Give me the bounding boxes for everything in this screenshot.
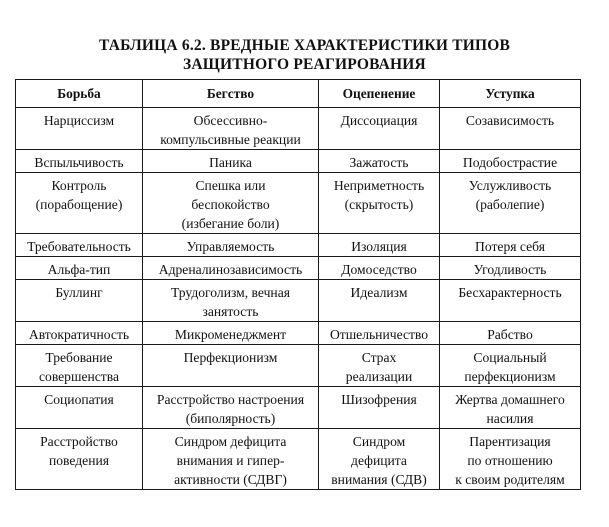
cell-line: внимания (СДВ) xyxy=(331,472,427,487)
cell-line: Спешка или xyxy=(195,178,266,193)
table-row xyxy=(16,234,581,257)
cell-line: Требование xyxy=(45,350,113,365)
header-fight: Борьба xyxy=(16,80,143,108)
table-row xyxy=(16,173,581,234)
cell-line: Созависимость xyxy=(465,113,555,128)
cell-line: Страх xyxy=(361,350,397,365)
table-cell-freeze xyxy=(319,150,440,173)
cell-line: по отношению xyxy=(467,453,553,468)
table-cell-flight xyxy=(143,173,319,234)
table-cell-fight xyxy=(16,429,143,490)
table-cell-fight xyxy=(16,257,143,280)
cell-line: Перфекционизм xyxy=(183,350,278,365)
cell-line: Жертва домашнего xyxy=(455,392,565,407)
cell-line: компульсивные реакции xyxy=(160,132,301,147)
table-cell-flight xyxy=(143,322,319,345)
table-cell-fight xyxy=(16,387,143,429)
cell-line: Шизофрения xyxy=(341,392,417,407)
table-row xyxy=(16,322,581,345)
table-cell-fight xyxy=(16,322,143,345)
cell-line: Отшельничество xyxy=(329,327,429,342)
cell-line: Расстройство xyxy=(40,434,118,449)
table-cell-flight xyxy=(143,234,319,257)
cell-line: Синдром дефицита xyxy=(174,434,287,449)
table-cell-fawn xyxy=(440,429,581,490)
cell-line: внимания и гипер- xyxy=(176,453,285,468)
cell-line: Нарциссизм xyxy=(43,113,115,128)
table-cell-flight xyxy=(143,345,319,387)
table-body xyxy=(16,108,581,490)
header-freeze: Оцепенение xyxy=(319,80,440,108)
table-cell-flight xyxy=(143,108,319,150)
cell-line: Социальный xyxy=(473,350,547,365)
table-title-line-2: ЗАЩИТНОГО РЕАГИРОВАНИЯ xyxy=(183,56,426,73)
cell-line: Услужливость xyxy=(468,178,552,193)
cell-line: насилия xyxy=(486,411,534,426)
table-row xyxy=(16,280,581,322)
cell-line: Социопатия xyxy=(44,392,114,407)
cell-line: (избегание боли) xyxy=(181,216,280,231)
cell-line: Вспыльчивость xyxy=(34,155,124,170)
cell-line: Требовательность xyxy=(27,239,131,254)
table-cell-flight xyxy=(143,387,319,429)
cell-line: занятость xyxy=(202,304,259,319)
cell-line: Бесхарактерность xyxy=(458,285,562,300)
table-cell-freeze xyxy=(319,280,440,322)
table-cell-fawn xyxy=(440,173,581,234)
table-cell-fawn xyxy=(440,150,581,173)
table-row xyxy=(16,345,581,387)
cell-line: совершенства xyxy=(38,369,120,384)
cell-line: (скрытость) xyxy=(344,197,414,212)
table-cell-fawn xyxy=(440,345,581,387)
table-cell-flight xyxy=(143,429,319,490)
table-title-line-1: ТАБЛИЦА 6.2. ВРЕДНЫЕ ХАРАКТЕРИСТИКИ ТИПОВ xyxy=(98,37,511,54)
cell-line: Потеря себя xyxy=(475,239,545,254)
table-cell-freeze xyxy=(319,257,440,280)
header-flight: Бегство xyxy=(143,80,319,108)
cell-line: Угодливость xyxy=(473,262,547,277)
table-cell-freeze xyxy=(319,173,440,234)
cell-line: беспокойство xyxy=(191,197,270,212)
cell-line: реализации xyxy=(345,369,413,384)
cell-line: Парентизация xyxy=(469,434,551,449)
table-cell-fawn xyxy=(440,387,581,429)
cell-line: Адреналинозависимость xyxy=(158,262,303,277)
table-cell-freeze xyxy=(319,387,440,429)
table-cell-flight xyxy=(143,150,319,173)
table-row xyxy=(16,150,581,173)
table-row xyxy=(16,257,581,280)
table-header xyxy=(16,80,581,108)
table-title xyxy=(0,36,609,74)
cell-line: Паника xyxy=(209,155,252,170)
cell-line: дефицита xyxy=(351,453,407,468)
cell-line: Изоляция xyxy=(351,239,407,254)
table-cell-fawn xyxy=(440,257,581,280)
cell-line: Домоседство xyxy=(341,262,417,277)
cell-line: Подобострастие xyxy=(462,155,558,170)
cell-line: Рабство xyxy=(487,327,533,342)
cell-line: активности (СДВГ) xyxy=(174,472,287,487)
cell-line: Диссоциация xyxy=(340,113,418,128)
cell-line: (порабощение) xyxy=(35,197,123,212)
cell-line: Зажатость xyxy=(349,155,409,170)
cell-line: (биполярность) xyxy=(185,411,276,426)
table-row xyxy=(16,387,581,429)
cell-line: к своим родителям xyxy=(455,472,565,487)
cell-line: Идеализм xyxy=(350,285,408,300)
cell-line: Буллинг xyxy=(55,285,103,300)
cell-line: поведения xyxy=(48,453,110,468)
cell-line: Управляемость xyxy=(186,239,275,254)
cell-line: Трудоголизм, вечная xyxy=(171,285,290,300)
table-cell-fawn xyxy=(440,234,581,257)
cell-line: Обсессивно- xyxy=(193,113,268,128)
table-cell-flight xyxy=(143,257,319,280)
table-cell-fawn xyxy=(440,108,581,150)
table-cell-freeze xyxy=(319,108,440,150)
table-cell-fight xyxy=(16,234,143,257)
table-cell-flight xyxy=(143,280,319,322)
table-cell-fawn xyxy=(440,322,581,345)
cell-line: Альфа-тип xyxy=(47,262,111,277)
cell-line: (раболепие) xyxy=(475,197,545,212)
table-cell-fight xyxy=(16,345,143,387)
table-cell-fight xyxy=(16,173,143,234)
table-cell-freeze xyxy=(319,234,440,257)
table-cell-freeze xyxy=(319,429,440,490)
cell-line: Синдром xyxy=(352,434,406,449)
header-row xyxy=(16,80,581,108)
cell-line: Контроль xyxy=(51,178,107,193)
table-cell-fawn xyxy=(440,280,581,322)
table-cell-freeze xyxy=(319,345,440,387)
cell-line: перфекционизм xyxy=(464,369,556,384)
cell-line: Автократичность xyxy=(28,327,130,342)
table-cell-fight xyxy=(16,280,143,322)
table-row xyxy=(16,429,581,490)
table-cell-freeze xyxy=(319,322,440,345)
cell-line: Микроменеджмент xyxy=(174,327,287,342)
table-cell-fight xyxy=(16,108,143,150)
table-cell-fight xyxy=(16,150,143,173)
table-row xyxy=(16,108,581,150)
header-fawn: Уступка xyxy=(440,80,581,108)
defense-types-table xyxy=(15,79,581,490)
cell-line: Неприметность xyxy=(333,178,425,193)
cell-line: Расстройство настроения xyxy=(156,392,305,407)
